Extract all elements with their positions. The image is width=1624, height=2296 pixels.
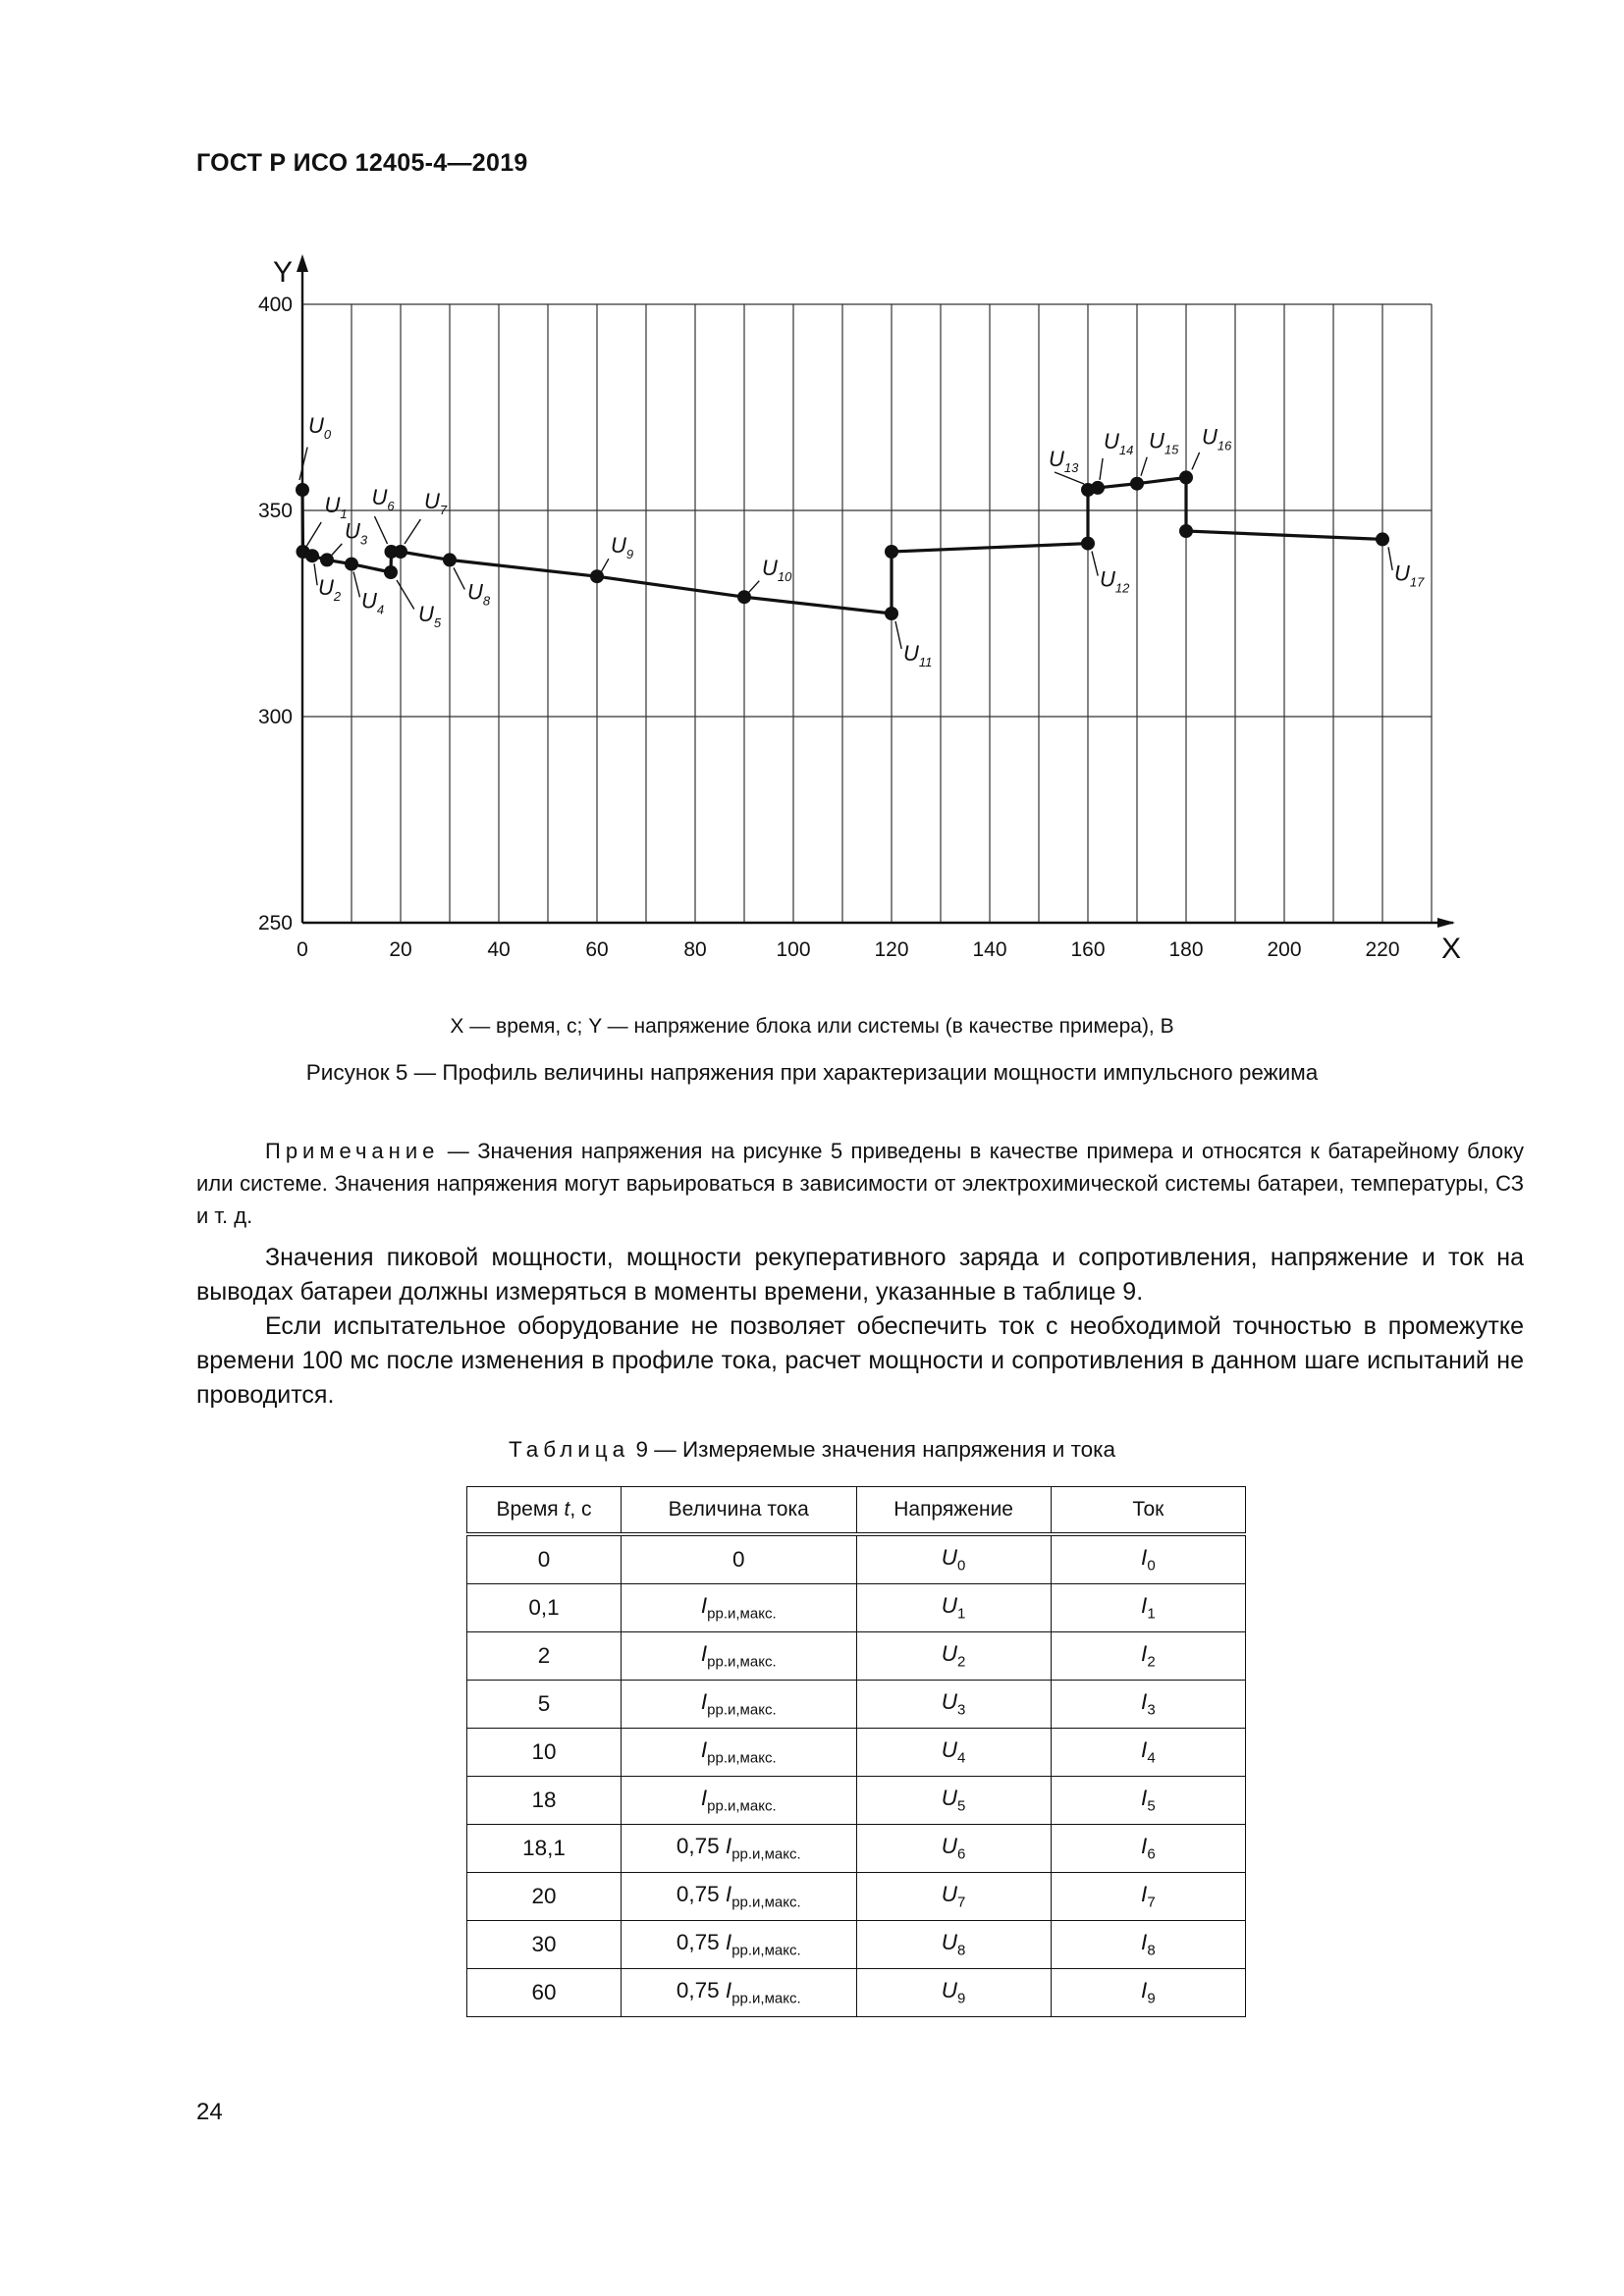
point-label: $U_3$ <box>345 518 368 548</box>
data-point <box>345 558 358 571</box>
cell-current: $I_3$ <box>1051 1681 1245 1729</box>
paragraph: Значения пиковой мощности, мощности рекуперативного заряда и сопротивления, напряжение и ток на выводах батареи должны измеряться в моменты времени, указанные в таблице 9. <box>196 1244 1524 1306</box>
cell-time: 10 <box>467 1729 622 1777</box>
x-tick-label: 160 <box>1070 938 1106 961</box>
note-text: — Значения напряжения на рисунке 5 приведены в качестве примера и относятся к батарейному блоку или системе. Значения напряжения могут варьироваться в зависимости от электрохимической системы батареи, температуры, СЗ и т. д. <box>196 1139 1524 1228</box>
point-leader-line <box>601 559 609 572</box>
data-point <box>1179 524 1193 538</box>
cell-current: $I_7$ <box>1051 1873 1245 1921</box>
cell-voltage: $U_4$ <box>856 1729 1051 1777</box>
point-label: $U_{13}$ <box>1049 447 1079 475</box>
cell-voltage: $U_5$ <box>856 1777 1051 1825</box>
point-label: $U_5$ <box>418 602 442 630</box>
cell-voltage: $U_0$ <box>856 1534 1051 1584</box>
figure-legend: X — время, с; Y — напряжение блока или системы (в качестве примера), В <box>450 1015 1174 1038</box>
x-tick-label: 200 <box>1267 938 1302 961</box>
cell-voltage: $U_6$ <box>856 1825 1051 1873</box>
cell-voltage: $U_8$ <box>856 1921 1051 1969</box>
table-row <box>467 1584 1246 1632</box>
cell-current: $I_8$ <box>1051 1921 1245 1969</box>
point-label: $U_{14}$ <box>1104 428 1134 457</box>
cell-current-value: $I_{рр.и,макс.}$ <box>622 1681 856 1729</box>
cell-time: 18,1 <box>467 1825 622 1873</box>
header-current-value: Величина тока <box>622 1487 856 1535</box>
y-axis-arrow <box>297 254 308 272</box>
table-title-text: 9 — Измеряемые значения напряжения и тока <box>629 1437 1116 1462</box>
table-row <box>467 1777 1246 1825</box>
x-tick-label: 100 <box>776 938 811 961</box>
header-current: Ток <box>1051 1487 1245 1535</box>
point-leader-line <box>748 581 759 594</box>
table-row <box>467 1873 1246 1921</box>
x-tick-label: 40 <box>487 938 511 961</box>
data-point <box>296 483 309 497</box>
point-leader-line <box>397 580 414 610</box>
point-label: $U_{17}$ <box>1394 561 1425 590</box>
cell-voltage: $U_3$ <box>856 1681 1051 1729</box>
y-tick-label: 300 <box>257 706 293 728</box>
x-tick-label: 20 <box>389 938 412 961</box>
data-point <box>885 545 898 559</box>
note <box>196 1135 1524 1232</box>
table-title-label: Таблица <box>508 1437 630 1462</box>
cell-voltage: $U_1$ <box>856 1584 1051 1632</box>
table-row <box>467 1681 1246 1729</box>
point-leader-line <box>353 572 360 598</box>
point-label: $U_2$ <box>318 575 342 605</box>
point-leader-line <box>314 563 317 585</box>
y-tick-label: 350 <box>257 500 293 522</box>
point-leader-line <box>1388 547 1392 570</box>
point-label: $U_{10}$ <box>762 556 792 585</box>
header-time: Время t, с <box>467 1487 622 1535</box>
x-tick-label: 140 <box>972 938 1007 961</box>
point-leader-line <box>307 522 322 546</box>
point-label: $U_6$ <box>371 485 395 513</box>
point-label: $U_{15}$ <box>1149 428 1179 457</box>
cell-current-value: 0,75 $I_{рр.и,макс.}$ <box>622 1825 856 1873</box>
figure-caption: Рисунок 5 — Профиль величины напряжения при характеризации мощности импульсного режима <box>305 1060 1319 1085</box>
table-row <box>467 1969 1246 2017</box>
point-label: $U_8$ <box>467 579 491 609</box>
point-leader-line <box>895 621 901 649</box>
data-point <box>1091 481 1105 495</box>
point-leader-line <box>454 567 464 589</box>
measurements-table <box>466 1486 1246 2017</box>
point-leader-line <box>331 544 342 557</box>
cell-current: $I_1$ <box>1051 1584 1245 1632</box>
cell-current-value: 0 <box>622 1534 856 1584</box>
table-row <box>467 1921 1246 1969</box>
table-header-row <box>467 1487 1246 1535</box>
cell-time: 0,1 <box>467 1584 622 1632</box>
data-point <box>885 607 898 620</box>
point-leader-line <box>1092 552 1098 576</box>
cell-time: 5 <box>467 1681 622 1729</box>
data-point <box>394 545 407 559</box>
cell-voltage: $U_9$ <box>856 1969 1051 2017</box>
table-title <box>0 1437 1624 1463</box>
point-label: $U_7$ <box>424 489 448 517</box>
table-row <box>467 1729 1246 1777</box>
data-point <box>1130 477 1144 491</box>
table-row <box>467 1534 1246 1584</box>
point-leader-line <box>375 516 388 544</box>
y-axis-label: Y <box>273 256 294 289</box>
x-tick-label: 0 <box>297 938 308 961</box>
document-header: ГОСТ Р ИСО 12405-4—2019 <box>196 149 528 177</box>
x-tick-label: 80 <box>683 938 707 961</box>
point-leader-line <box>405 519 420 544</box>
y-tick-label: 250 <box>257 912 293 934</box>
point-leader-line <box>1192 453 1200 470</box>
point-label: $U_{16}$ <box>1202 424 1232 454</box>
voltage-profile-chart <box>226 250 1492 972</box>
point-label: $U_{12}$ <box>1100 566 1130 596</box>
table-row <box>467 1825 1246 1873</box>
cell-current-value: 0,75 $I_{рр.и,макс.}$ <box>622 1969 856 2017</box>
cell-voltage: $U_2$ <box>856 1632 1051 1681</box>
y-tick-label: 400 <box>257 294 293 316</box>
cell-voltage: $U_7$ <box>856 1873 1051 1921</box>
data-point <box>1081 537 1095 551</box>
x-axis-arrow <box>1437 918 1455 928</box>
x-axis-label: X <box>1441 933 1462 965</box>
point-label: $U_4$ <box>361 588 385 617</box>
note-label: Примечание <box>265 1139 440 1163</box>
x-tick-label: 120 <box>874 938 909 961</box>
cell-current-value: $I_{рр.и,макс.}$ <box>622 1632 856 1681</box>
cell-time: 0 <box>467 1534 622 1584</box>
table-row <box>467 1632 1246 1681</box>
cell-current: $I_2$ <box>1051 1632 1245 1681</box>
cell-current: $I_0$ <box>1051 1534 1245 1584</box>
x-tick-label: 220 <box>1365 938 1400 961</box>
x-tick-label: 60 <box>585 938 609 961</box>
point-label: $U_0$ <box>308 413 332 442</box>
cell-current: $I_4$ <box>1051 1729 1245 1777</box>
header-voltage: Напряжение <box>856 1487 1051 1535</box>
cell-current: $I_6$ <box>1051 1825 1245 1873</box>
cell-time: 2 <box>467 1632 622 1681</box>
point-leader-line <box>1100 458 1103 480</box>
point-label: $U_{11}$ <box>903 641 933 669</box>
cell-time: 18 <box>467 1777 622 1825</box>
cell-current-value: 0,75 $I_{рр.и,макс.}$ <box>622 1873 856 1921</box>
data-point <box>443 553 457 566</box>
data-point <box>384 565 398 579</box>
data-point <box>1376 532 1389 546</box>
point-label: $U_9$ <box>611 533 634 562</box>
cell-current: $I_5$ <box>1051 1777 1245 1825</box>
paragraph: Если испытательное оборудование не позволяет обеспечить ток с необходимой точностью в промежутке времени 100 мс после изменения в профиле тока, расчет мощности и сопротивления в данном шаге испытаний не проводится. <box>196 1312 1524 1409</box>
cell-current-value: $I_{рр.и,макс.}$ <box>622 1777 856 1825</box>
cell-current: $I_9$ <box>1051 1969 1245 2017</box>
cell-current-value: $I_{рр.и,макс.}$ <box>622 1584 856 1632</box>
point-label: $U_1$ <box>324 493 348 521</box>
page-number: 24 <box>196 2099 223 2125</box>
data-point <box>1179 470 1193 484</box>
cell-time: 20 <box>467 1873 622 1921</box>
cell-current-value: 0,75 $I_{рр.и,макс.}$ <box>622 1921 856 1969</box>
cell-time: 60 <box>467 1969 622 2017</box>
data-point <box>305 549 319 562</box>
cell-time: 30 <box>467 1921 622 1969</box>
x-tick-label: 180 <box>1168 938 1204 961</box>
cell-current-value: $I_{рр.и,макс.}$ <box>622 1729 856 1777</box>
point-leader-line <box>1141 457 1147 476</box>
